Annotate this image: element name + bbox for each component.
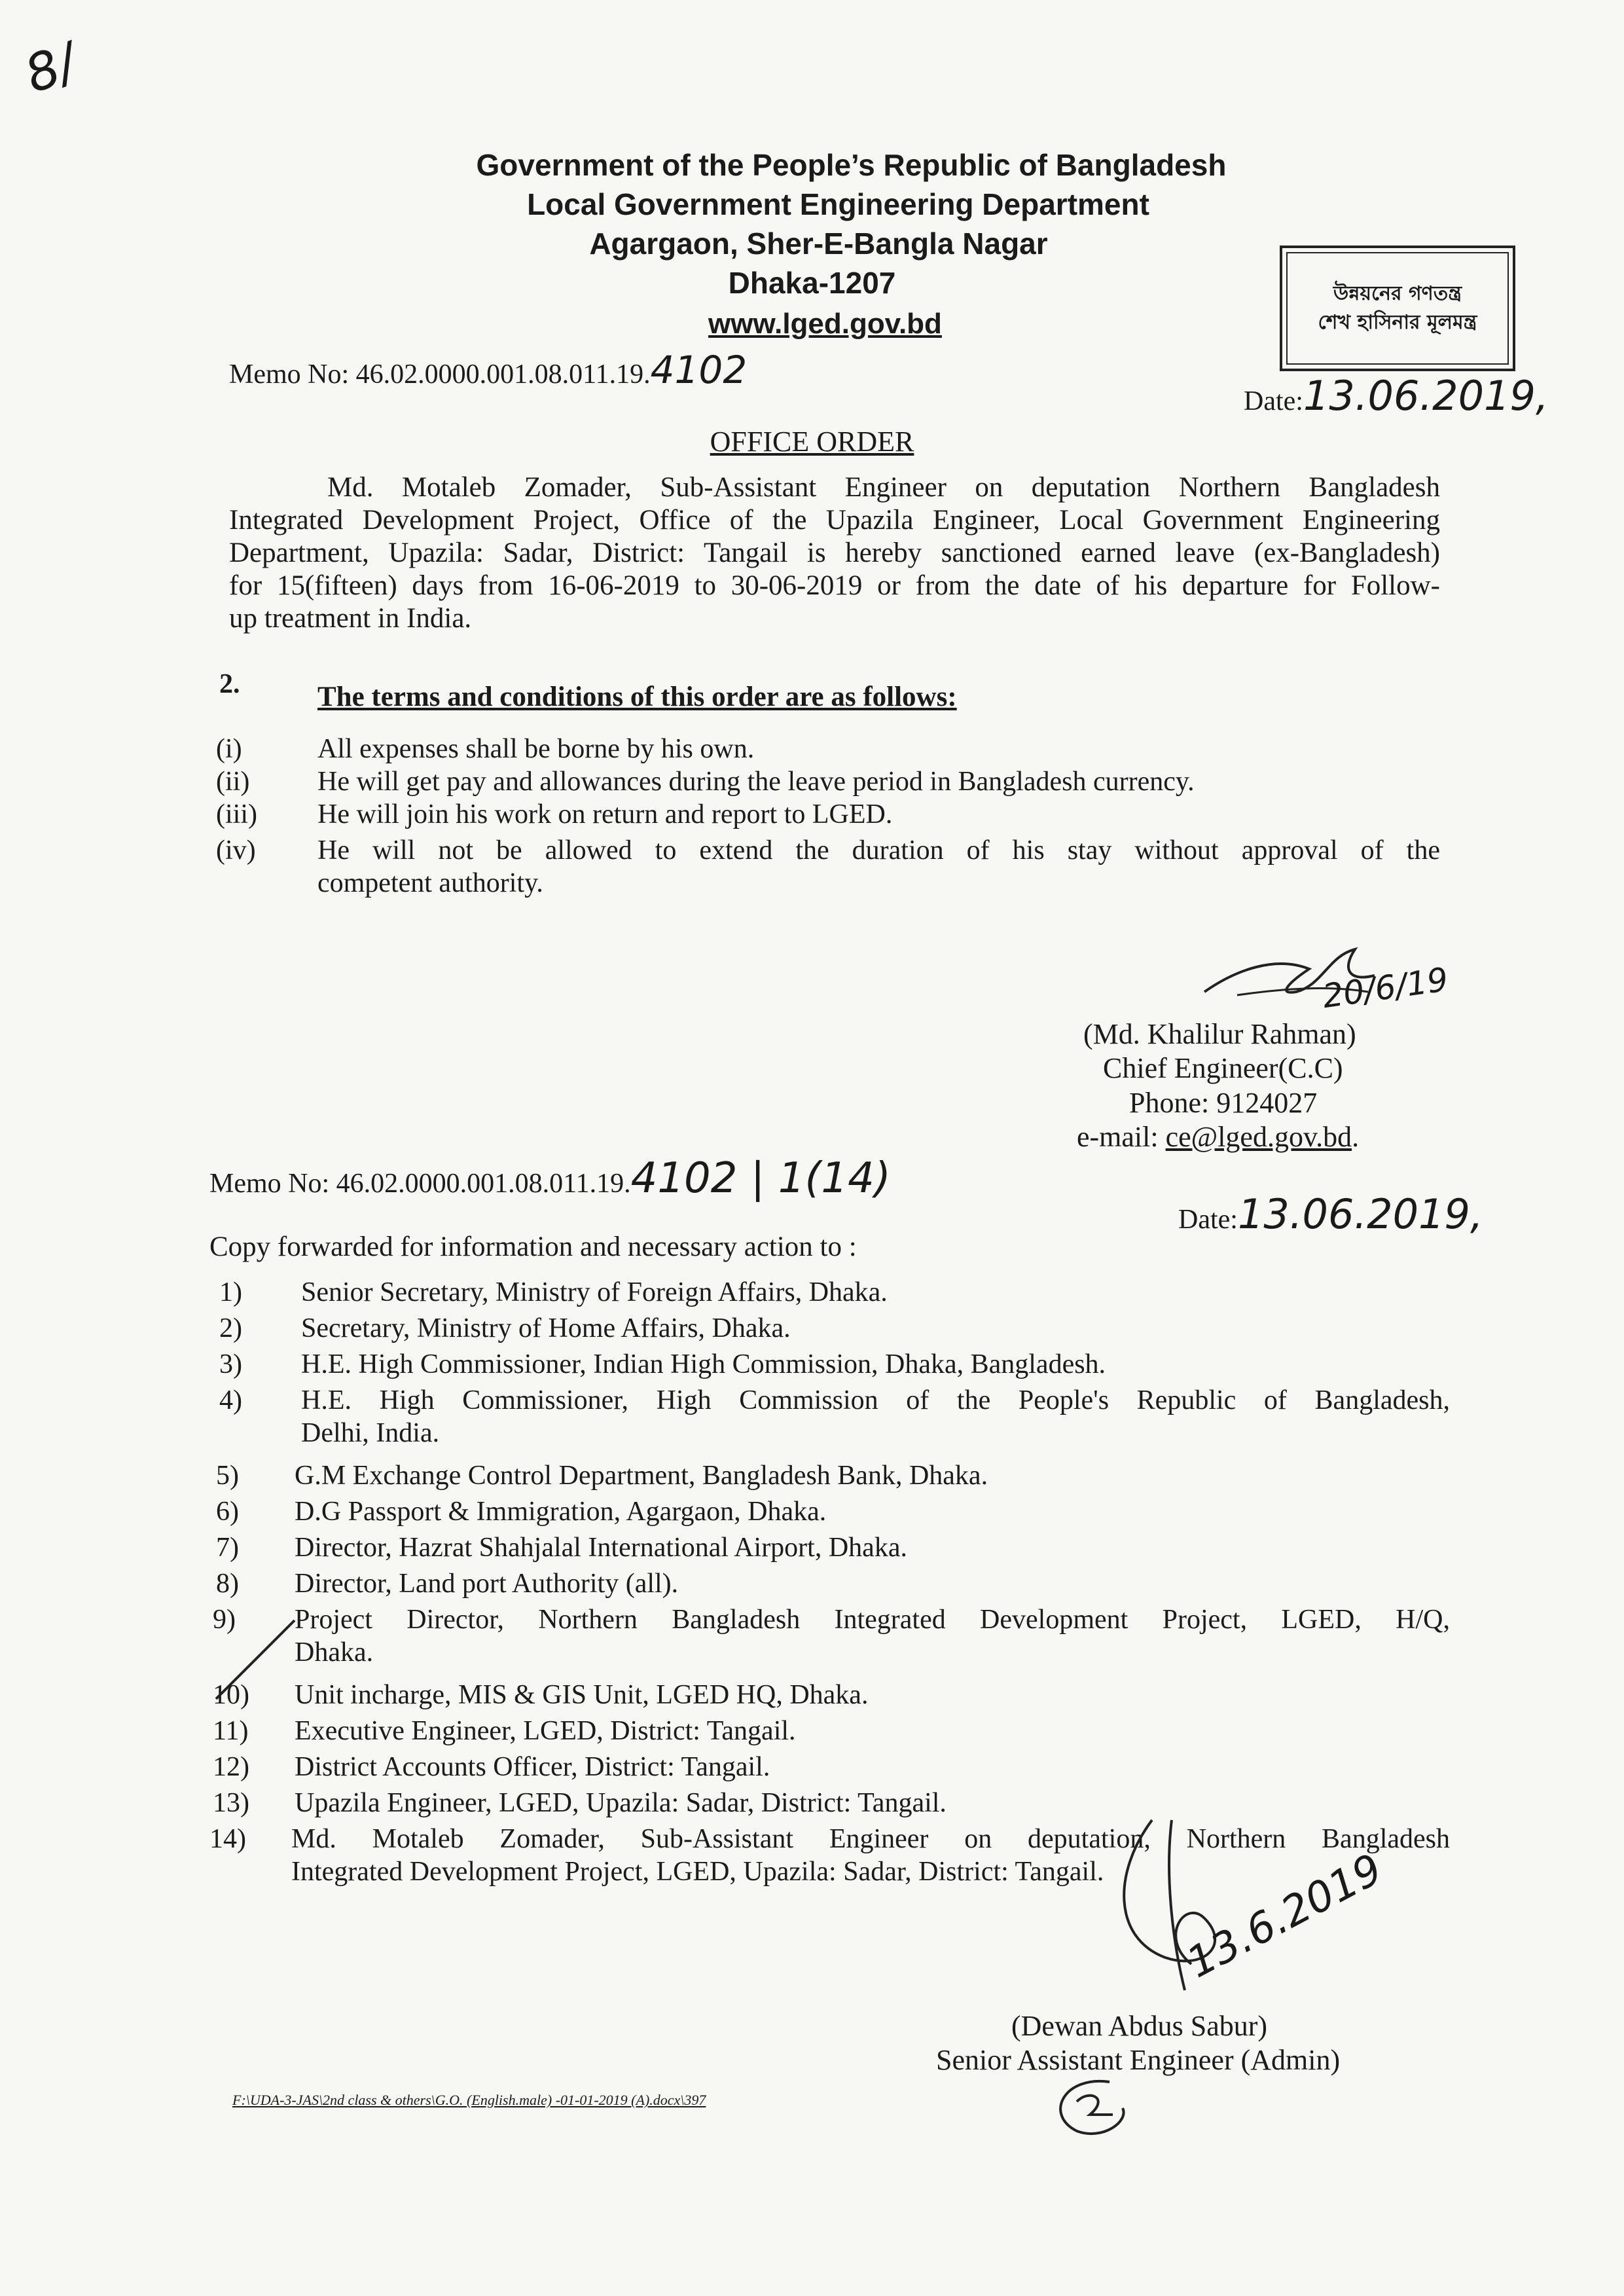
order-body-line-4: for 15(fifteen) days from 16-06-2019 to 30-06-2019 or from the date of his departure for Follow- — [229, 570, 1440, 601]
terms-item-text: All expenses shall be borne by his own. — [317, 734, 755, 764]
header-department: Local Government Engineering Department — [527, 187, 1149, 221]
copy-item-number: 1) — [219, 1277, 242, 1307]
signature-date-handwritten: 20/6/19 — [1320, 960, 1451, 1016]
order-body-line-3: Department, Upazila: Sadar, District: Tangail is hereby sanctioned earned leave (ex-Bangladesh) — [229, 538, 1440, 568]
copy-item-text: District Accounts Officer, District: Tangail. — [295, 1752, 770, 1782]
footer-file-path: F:\UDA-3-JAS\2nd class & others\G.O. (English.male) -01-01-2019 (A).docx\397 — [232, 2092, 706, 2108]
email-link[interactable]: ce@lged.gov.bd — [1165, 1121, 1352, 1153]
memo-number-label: Memo No: 46.02.0000.001.08.011.19. — [229, 359, 651, 390]
copy-item-text-continued: Dhaka. — [295, 1637, 374, 1667]
header-website: www.lged.gov.bd — [708, 308, 942, 340]
terms-item-number: (ii) — [216, 767, 250, 797]
copy-item-number: 14) — [209, 1824, 246, 1854]
copy-item-text: Director, Land port Authority (all). — [295, 1569, 679, 1599]
signatory1-designation: Chief Engineer(C.C) — [1103, 1052, 1343, 1084]
copy-item — [213, 1604, 1450, 1669]
terms-item-text: He will not be allowed to extend the duration of his stay without approval of the — [317, 835, 1440, 866]
copy-item-text: Upazila Engineer, LGED, Upazila: Sadar, District: Tangail. — [295, 1788, 947, 1818]
copy-item-number: 8) — [216, 1569, 239, 1599]
signature2-date-handwritten: 13.6.2019 — [1179, 1844, 1391, 1988]
copy-item — [219, 1385, 1450, 1450]
copy-item-number: 4) — [219, 1385, 242, 1415]
copy-item-text: G.M Exchange Control Department, Bangladesh Bank, Dhaka. — [295, 1461, 988, 1491]
slogan-stamp-line1: উন্নয়নের গণতন্ত্র — [1333, 282, 1462, 305]
office-order-title: OFFICE ORDER — [710, 426, 914, 458]
copy-item-text: H.E. High Commissioner, High Commission of the People's Republic of Bangladesh, — [301, 1385, 1450, 1415]
copy-item-number: 5) — [216, 1461, 239, 1491]
header-city: Dhaka-1207 — [728, 266, 896, 300]
memo2-date — [1178, 1190, 1483, 1238]
copy-item-text: Secretary, Ministry of Home Affairs, Dhaka. — [301, 1313, 791, 1343]
memo2-number-handwritten: 4102 | 1(14) — [630, 1154, 891, 1203]
memo-number-handwritten: 4102 — [650, 348, 748, 392]
copy-item-text: Director, Hazrat Shahjalal International Airport, Dhaka. — [295, 1533, 907, 1563]
terms-item-text-continued: competent authority. — [317, 868, 543, 898]
memo2-date-label: Date: — [1178, 1205, 1238, 1235]
copy-item-text: Md. Motaleb Zomader, Sub-Assistant Engineer on deputation, Northern Bangladesh — [291, 1824, 1450, 1854]
memo2-number-label: Memo No: 46.02.0000.001.08.011.19. — [209, 1169, 631, 1199]
memo2-date-handwritten: 13.06.2019, — [1237, 1190, 1483, 1238]
terms-item-4 — [216, 835, 1440, 900]
copy-forwarded-line: Copy forwarded for information and necessary action to : — [209, 1231, 857, 1262]
copy-item-text: D.G Passport & Immigration, Agargaon, Dhaka. — [295, 1497, 827, 1527]
signatory1-name: (Md. Khalilur Rahman) — [1083, 1018, 1356, 1050]
copy-item-number: 12) — [213, 1752, 249, 1782]
memo-date-handwritten: 13.06.2019, — [1303, 372, 1549, 420]
copy-item-text: H.E. High Commissioner, Indian High Commission, Dhaka, Bangladesh. — [301, 1349, 1106, 1379]
terms-item-number: (iv) — [216, 835, 256, 866]
header-government: Government of the People’s Republic of Bangladesh — [476, 148, 1227, 182]
signatory1-email-suffix: . — [1352, 1121, 1360, 1153]
terms-item-text: He will join his work on return and report to LGED. — [317, 799, 893, 829]
memo2-number — [209, 1154, 891, 1203]
copy-item-number: 6) — [216, 1497, 239, 1527]
initials-handwritten — [1038, 2069, 1142, 2141]
slogan-stamp — [1280, 246, 1515, 371]
signatory1-email-label: e-mail: — [1077, 1121, 1166, 1153]
signatory2-name: (Dewan Abdus Sabur) — [1011, 2010, 1268, 2042]
order-body-line-1: Md. Motaleb Zomader, Sub-Assistant Engineer on deputation Northern Bangladesh — [327, 472, 1440, 503]
copy-item-text: Senior Secretary, Ministry of Foreign Affairs, Dhaka. — [301, 1277, 888, 1307]
copy-item-number: 9) — [213, 1605, 236, 1635]
copy-item-text: Project Director, Northern Bangladesh Integrated Development Project, LGED, H/Q, — [295, 1605, 1450, 1635]
terms-number: 2. — [219, 669, 240, 699]
signatory1-email — [1077, 1121, 1359, 1154]
checkmark-icon — [209, 1607, 301, 1712]
signatory1-phone: Phone: 9124027 — [1129, 1087, 1318, 1119]
copy-item-number: 3) — [219, 1349, 242, 1379]
terms-item-number: (iii) — [216, 799, 257, 829]
copy-item-text-continued: Delhi, India. — [301, 1418, 440, 1448]
memo-date-label: Date: — [1244, 386, 1303, 416]
memo-date — [1244, 372, 1549, 420]
order-body-line-2: Integrated Development Project, Office of the Upazila Engineer, Local Government Engineering — [229, 505, 1440, 536]
copy-item-number: 10) — [213, 1680, 249, 1710]
terms-heading: The terms and conditions of this order are as follows: — [317, 682, 957, 712]
signatory2-designation: Senior Assistant Engineer (Admin) — [936, 2044, 1341, 2076]
page-number-handwritten: 8/ — [17, 32, 85, 105]
copy-item-number: 2) — [219, 1313, 242, 1343]
header-address: Agargaon, Sher-E-Bangla Nagar — [589, 227, 1048, 261]
terms-item-number: (i) — [216, 734, 242, 764]
order-body-line-5: up treatment in India. — [229, 603, 472, 634]
terms-item-text: He will get pay and allowances during the leave period in Bangladesh currency. — [317, 767, 1195, 797]
copy-item-number: 13) — [213, 1788, 249, 1818]
copy-item-number: 11) — [213, 1716, 249, 1746]
slogan-stamp-line2: শেখ হাসিনার মূলমন্ত্র — [1318, 311, 1477, 334]
order-body — [229, 471, 1440, 635]
copy-item-text: Unit incharge, MIS & GIS Unit, LGED HQ, Dhaka. — [295, 1680, 869, 1710]
copy-item-text-continued: Integrated Development Project, LGED, Upazila: Sadar, District: Tangail. — [291, 1857, 1104, 1887]
memo-number — [229, 348, 748, 392]
copy-item-number: 7) — [216, 1533, 239, 1563]
copy-item-text: Executive Engineer, LGED, District: Tangail. — [295, 1716, 796, 1746]
